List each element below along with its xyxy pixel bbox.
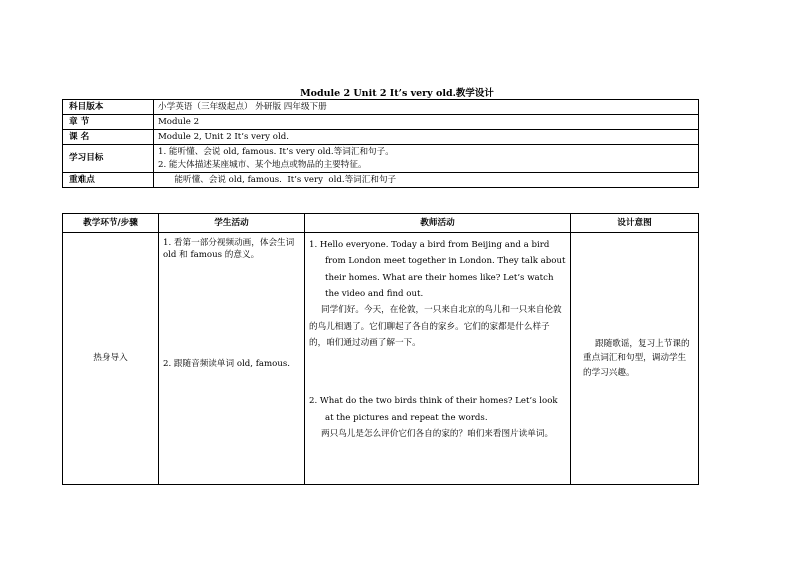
course-info-table (62, 99, 699, 188)
info-label: 重难点 (63, 173, 154, 188)
info-row-keypoints (63, 173, 699, 188)
info-value: 能听懂、会说 old, famous. It’s very old.等词汇和句子 (154, 173, 699, 188)
info-label: 章 节 (63, 115, 154, 130)
info-label: 科目版本 (63, 100, 154, 115)
student-item: 2. 跟随音频读单词 old, famous. (163, 358, 291, 369)
teacher-item-en: 2. What do the two birds think of their homes? Let’s look at the pictures and repeat the words. (309, 396, 558, 423)
header-intent: 设计意图 (571, 214, 699, 233)
header-stage: 教学环节/步骤 (63, 214, 159, 233)
teacher-item-en: 1. Hello everyone. Today a bird from Beijing and a bird from London meet together in London. They talk about their homes. What are their homes like? Let’s watch the video and find out. (309, 240, 566, 299)
intent-text: 跟随歌谣，复习上节课的重点词汇和句型，调动学生的学习兴趣。 (583, 338, 690, 378)
design-intent-cell (571, 233, 699, 485)
info-row-goals (63, 145, 699, 173)
teacher-item-zh: 两只鸟儿是怎么评价它们各自的家的？咱们来看图片读单词。 (321, 428, 554, 439)
goal-line: 1. 能听懂、会说 old, famous. It’s very old.等词汇和句子。 (158, 147, 394, 158)
info-row-chapter (63, 115, 699, 130)
goal-line: 2. 能大体描述某座城市、某个地点或物品的主要特征。 (158, 159, 367, 170)
student-activity-cell (159, 233, 305, 485)
stage-cell: 热身导入 (63, 233, 159, 485)
info-value: Module 2, Unit 2 It’s very old. (154, 130, 699, 145)
info-label: 学习目标 (63, 145, 154, 173)
header-student: 学生活动 (159, 214, 305, 233)
header-teacher: 教师活动 (305, 214, 571, 233)
student-item: 1. 看第一部分视频动画，体会生词 old 和 famous 的意义。 (163, 238, 295, 261)
teacher-item-zh: 同学们好。今天，在伦敦，一只来自北京的鸟儿和一只来自伦敦的鸟儿相遇了。它们聊起了各自的家乡。它们的家都是什么样子的，咱们通过动画了解一下。 (309, 305, 562, 348)
header-row (63, 214, 699, 233)
info-value (154, 145, 699, 173)
info-row-lesson (63, 130, 699, 145)
info-label: 课 名 (63, 130, 154, 145)
teaching-process-table (62, 213, 699, 485)
teacher-activity-cell (305, 233, 571, 485)
info-value: Module 2 (154, 115, 699, 130)
info-value: 小学英语（三年级起点） 外研版 四年级下册 (154, 100, 699, 115)
document-title: Module 2 Unit 2 It’s very old.教学设计 (300, 88, 494, 99)
table-row (63, 233, 699, 485)
info-row-subject (63, 100, 699, 115)
